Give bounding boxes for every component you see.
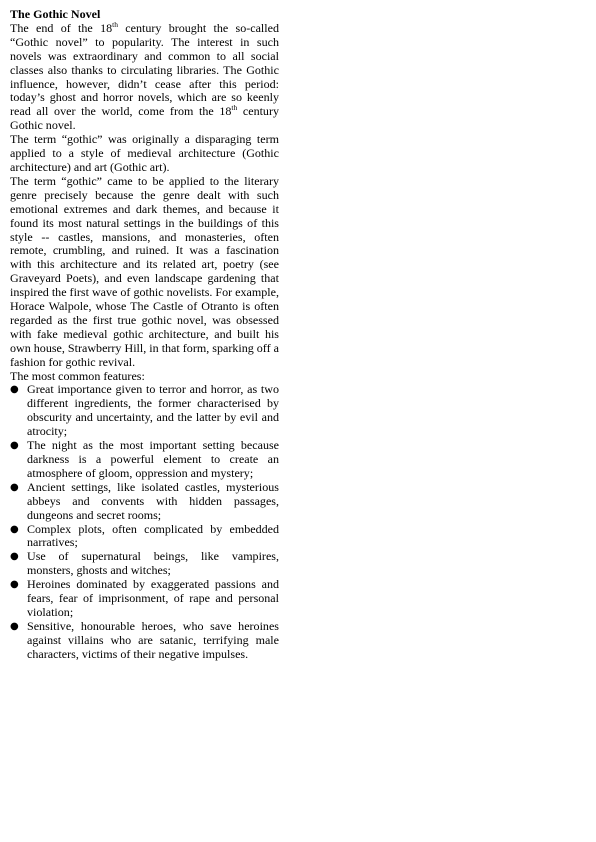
features-list: [10, 383, 279, 661]
document-title: The Gothic Novel: [10, 7, 101, 21]
superscript-th: th: [231, 103, 238, 113]
gothic-term-paragraph: The term “gothic” was originally a disparaging term applied to a style of medieval architecture (Gothic architecture) and art (Gothic art).: [10, 132, 279, 174]
intro-paragraph: [10, 19, 279, 133]
list-item-text: Great importance given to terror and horror, as two different ingredients, the former characterised by obscurity and uncertainty, and the latter by evil and atrocity;: [27, 382, 279, 439]
list-item-text: Complex plots, often complicated by embedded narratives;: [27, 521, 279, 550]
list-item: [10, 523, 279, 551]
list-item-text: Ancient settings, like isolated castles, mysterious abbeys and convents with hidden passages, dungeons and secret rooms;: [27, 479, 279, 522]
literary-genre-paragraph: The term “gothic” came to be applied to the literary genre precisely because the genre dealt with such emotional extremes and dark themes, and because it found its most natural settings in the buildings of this style -- castles, mansions, and monasteries, often remote, crumbling, and ruined. It was a fascination with this architecture and its related art, poetry (see Graveyard Poets), and even landscape gardening that inspired the first wave of gothic novelists. For example, Horace Walpole, whose The Castle of Otranto is often regarded as the first true gothic novel, was obsessed with fake medieval gothic architecture, and built his own house, Strawberry Hill, in that form, sparking off a fashion for gothic revival.: [10, 173, 279, 369]
superscript-th: th: [112, 19, 118, 29]
list-item-text: The night as the most important setting because darkness is a powerful element to create an atmosphere of gloom, oppression and mystery;: [27, 438, 279, 480]
intro-text-a: The end of the 18: [10, 20, 113, 35]
list-item-text: Sensitive, honourable heroes, who save heroines against villains who are satanic, terrifying male characters, victims of their negative impulses.: [27, 618, 279, 661]
bullet-icon: ●: [10, 523, 19, 535]
list-item-text: Use of supernatural beings, like vampires, monsters, ghosts and witches;: [27, 549, 279, 578]
list-item: [10, 578, 279, 620]
list-item: [10, 383, 279, 439]
bullet-icon: ●: [10, 579, 19, 591]
list-item: [10, 439, 279, 481]
list-item: [10, 550, 279, 578]
bullet-icon: ●: [10, 551, 19, 563]
intro-text-b: century brought the so-called “Gothic novel” to popularity. The interest in such novels was extraordinary and common to all social classes also thanks to circulating libraries. The Gothic influence, however, didn’t cease after this period: today’s ghost and horror novels, which are so keenly read all over the world, come from the 18: [10, 20, 279, 119]
bullet-icon: ●: [10, 481, 19, 493]
list-item: [10, 620, 279, 662]
features-heading: The most common features:: [10, 368, 145, 383]
document-column: [10, 8, 279, 662]
list-item-text: Heroines dominated by exaggerated passions and fears, fear of imprisonment, of rape and personal violation;: [27, 577, 279, 619]
intro-text-c: century Gothic novel.: [10, 104, 279, 133]
bullet-icon: ●: [10, 620, 19, 632]
bullet-icon: ●: [10, 384, 19, 396]
list-item: [10, 481, 279, 523]
bullet-icon: ●: [10, 440, 19, 452]
